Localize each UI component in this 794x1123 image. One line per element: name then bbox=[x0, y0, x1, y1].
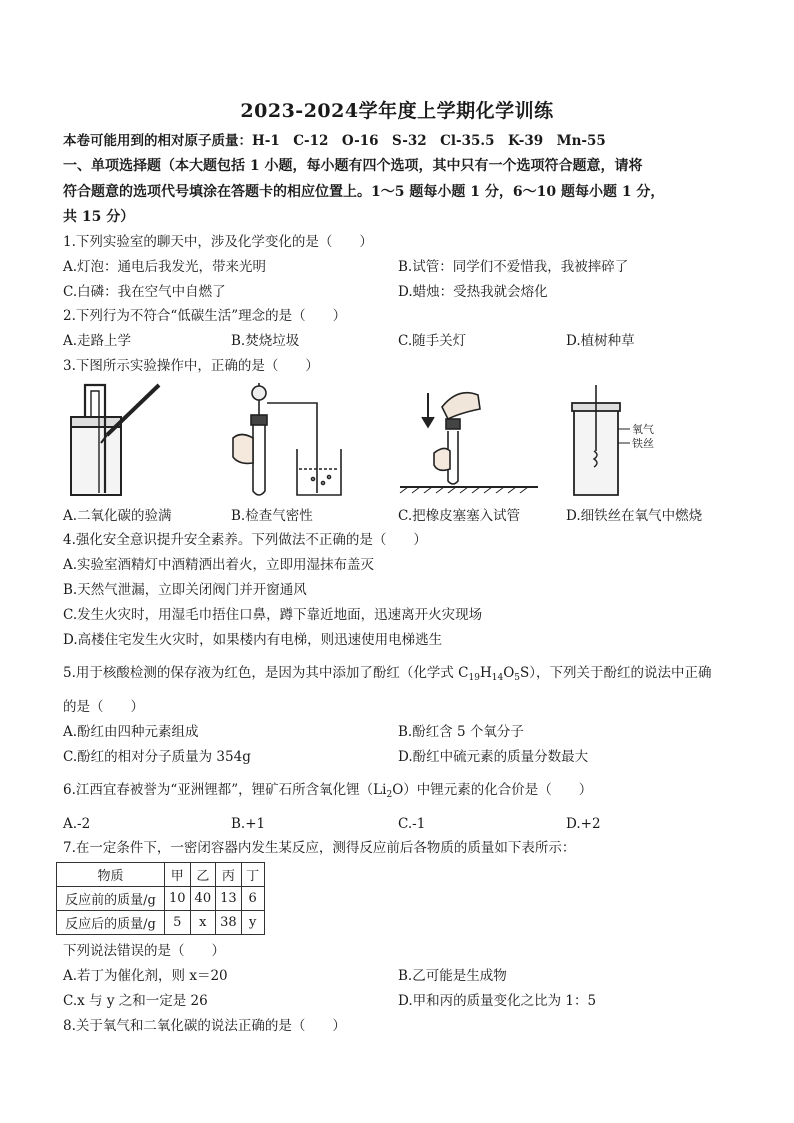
q3-option-c[interactable]: C.把橡皮塞塞入试管 bbox=[398, 508, 521, 524]
q7-option-b[interactable]: B.乙可能是生成物 bbox=[398, 968, 507, 984]
q6-stem bbox=[63, 780, 592, 805]
q5-sub-o: 5 bbox=[514, 673, 521, 683]
q6-option-b[interactable]: B.+1 bbox=[231, 816, 266, 832]
q2-option-b[interactable]: B.焚烧垃圾 bbox=[231, 333, 300, 349]
q3-stem: 3.下图所示实验操作中，正确的是（ ） bbox=[63, 358, 319, 374]
q1-option-c[interactable]: C.白磷：我在空气中自燃了 bbox=[63, 284, 226, 300]
q6-option-c[interactable]: C.-1 bbox=[398, 816, 426, 832]
table-header-cell: 物质 bbox=[57, 863, 165, 887]
q4-option-a[interactable]: A.实验室酒精灯中酒精洒出着火，立即用湿抹布盖灭 bbox=[63, 557, 375, 573]
mass-table bbox=[56, 862, 265, 935]
q7-option-a[interactable]: A.若丁为催化剂，则 x＝20 bbox=[63, 968, 228, 984]
q5-sub-c: 19 bbox=[468, 673, 480, 683]
q5-sub-h: 14 bbox=[491, 673, 504, 683]
table-cell: 反应后的质量/g bbox=[57, 911, 165, 935]
table-cell: x bbox=[190, 911, 216, 935]
q1-option-b[interactable]: B.试管：同学们不爱惜我，我被摔碎了 bbox=[398, 259, 629, 275]
q1-stem: 1.下列实验室的聊天中，涉及化学变化的是（ ） bbox=[63, 234, 373, 250]
q5-stem bbox=[63, 663, 712, 688]
q5-stem-pre: 5.用于核酸检测的保存液为红色，是因为其中添加了酚红（化学式 C bbox=[63, 665, 469, 681]
table-cell: 6 bbox=[241, 887, 264, 911]
table-cell: 38 bbox=[216, 911, 242, 935]
table-header-cell: 丙 bbox=[216, 863, 242, 887]
q2-option-c[interactable]: C.随手关灯 bbox=[398, 333, 467, 349]
q2-option-d[interactable]: D.植树种草 bbox=[566, 333, 635, 349]
label-iron-wire: 铁丝 bbox=[632, 438, 654, 450]
figure-airtightness-check bbox=[231, 383, 381, 503]
q5-option-a[interactable]: A.酚红由四种元素组成 bbox=[63, 724, 199, 740]
table-header-cell: 乙 bbox=[190, 863, 216, 887]
q5-option-d[interactable]: D.酚红中硫元素的质量分数最大 bbox=[398, 749, 589, 765]
q5-o: O bbox=[503, 665, 515, 681]
page-title: 2023-2024学年度上学期化学训练 bbox=[240, 100, 554, 122]
table-cell: 10 bbox=[165, 887, 191, 911]
q6-option-d[interactable]: D.+2 bbox=[566, 816, 601, 832]
label-oxygen: 氧气 bbox=[632, 424, 654, 436]
q3-option-d[interactable]: D.细铁丝在氧气中燃烧 bbox=[566, 508, 703, 524]
table-header-row bbox=[57, 863, 265, 887]
q6-stem-pre: 6.江西宜春被誉为“亚洲锂都”，锂矿石所含氧化锂（Li bbox=[63, 782, 387, 798]
q7-option-d[interactable]: D.甲和丙的质量变化之比为 1：5 bbox=[398, 993, 597, 1009]
q7-sub-stem: 下列说法错误的是（ ） bbox=[63, 943, 225, 959]
table-cell: 13 bbox=[216, 887, 242, 911]
q3-option-b[interactable]: B.检查气密性 bbox=[231, 508, 313, 524]
q7-stem: 7.在一定条件下，一密闭容器内发生某反应，测得反应前后各物质的质量如下表所示： bbox=[63, 840, 576, 856]
figure-co2-full-test bbox=[63, 383, 213, 503]
q7-option-c[interactable]: C.x 与 y 之和一定是 26 bbox=[63, 993, 208, 1009]
table-cell: 40 bbox=[190, 887, 216, 911]
figure-iron-wire-burning bbox=[566, 383, 716, 503]
q1-option-a[interactable]: A.灯泡：通电后我发光，带来光明 bbox=[63, 259, 267, 275]
q6-stem-post: O）中锂元素的化合价是（ ） bbox=[392, 782, 593, 798]
section-heading-line2: 符合题意的选项代号填涂在答题卡的相应位置上。1～5 题每小题 1 分，6～10 题每小题 1 分， bbox=[63, 184, 665, 200]
section-heading-line3: 共 15 分） bbox=[63, 209, 135, 225]
q4-option-d[interactable]: D.高楼住宅发生火灾时，如果楼内有电梯，则迅速使用电梯逃生 bbox=[63, 632, 443, 648]
q2-stem: 2.下列行为不符合“低碳生活”理念的是（ ） bbox=[63, 308, 347, 324]
q5-option-c[interactable]: C.酚红的相对分子质量为 354g bbox=[63, 749, 251, 765]
q4-option-c[interactable]: C.发生火灾时，用湿毛巾捂住口鼻，蹲下靠近地面，迅速离开火灾现场 bbox=[63, 607, 483, 623]
q4-option-b[interactable]: B.天然气泄漏，立即关闭阀门并开窗通风 bbox=[63, 582, 307, 598]
q5-option-b[interactable]: B.酚红含 5 个氧分子 bbox=[398, 724, 524, 740]
q4-stem: 4.强化安全意识提升安全素养。下列做法不正确的是（ ） bbox=[63, 532, 427, 548]
section-heading-line1: 一、单项选择题（本大题包括 1 小题，每小题有四个选项，其中只有一个选项符合题意，请将 bbox=[63, 158, 643, 174]
table-header-cell: 甲 bbox=[165, 863, 191, 887]
table-row bbox=[57, 911, 265, 935]
q5-stem-line2: 的是（ ） bbox=[63, 699, 144, 715]
table-cell: y bbox=[241, 911, 264, 935]
q2-option-a[interactable]: A.走路上学 bbox=[63, 333, 132, 349]
figure-rubber-stopper bbox=[398, 383, 548, 503]
q1-option-d[interactable]: D.蜡烛：受热我就会熔化 bbox=[398, 284, 548, 300]
table-row bbox=[57, 887, 265, 911]
q8-stem: 8.关于氧气和二氧化碳的说法正确的是（ ） bbox=[63, 1018, 346, 1034]
q5-h: H bbox=[479, 665, 492, 681]
q5-stem-post: S），下列关于酚红的说法中正确 bbox=[520, 665, 712, 681]
atomic-mass-line: 本卷可能用到的相对原子质量：H-1 C-12 O-16 S-32 Cl-35.5 K-39 Mn-55 bbox=[63, 133, 606, 149]
q3-option-a[interactable]: A.二氧化碳的验满 bbox=[63, 508, 172, 524]
table-header-cell: 丁 bbox=[241, 863, 264, 887]
q6-option-a[interactable]: A.-2 bbox=[63, 816, 91, 832]
table-cell: 5 bbox=[165, 911, 191, 935]
q6-sub: 2 bbox=[386, 790, 393, 800]
table-cell: 反应前的质量/g bbox=[57, 887, 165, 911]
